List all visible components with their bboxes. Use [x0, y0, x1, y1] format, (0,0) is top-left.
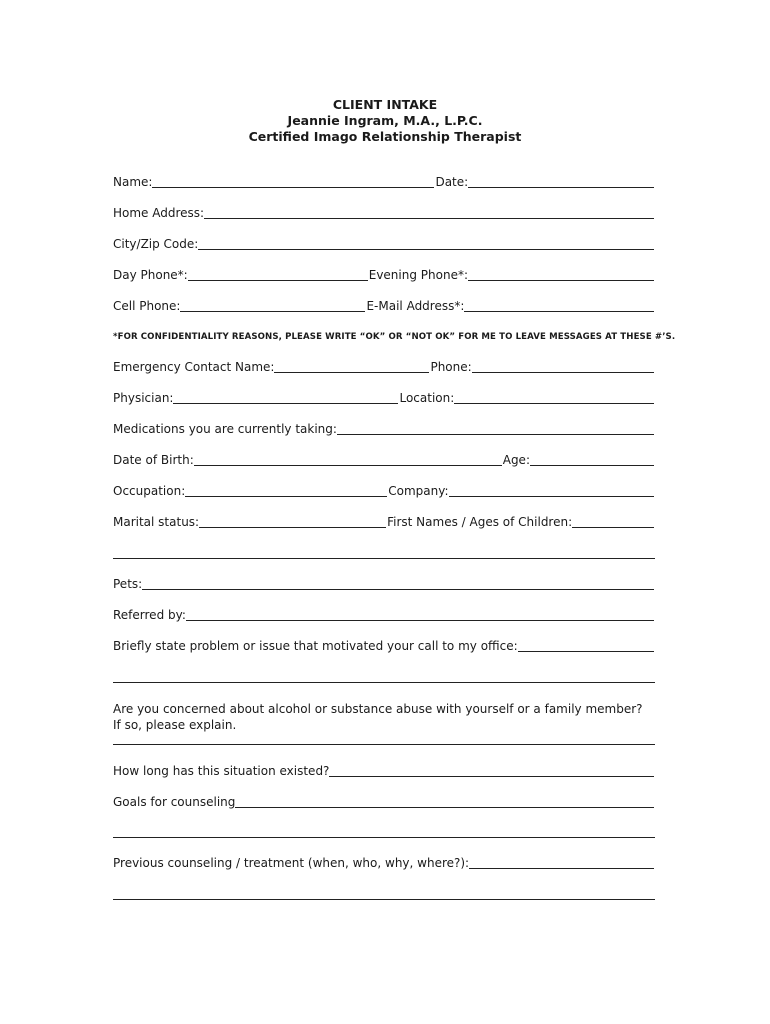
emergency-phone-field[interactable] — [472, 360, 654, 373]
substance-answer-line[interactable] — [113, 744, 655, 745]
occupation-field[interactable] — [185, 484, 387, 497]
age-field[interactable] — [530, 453, 654, 466]
medications-label: Medications you are currently taking: — [113, 422, 337, 436]
occupation-row — [113, 484, 655, 498]
goals-continuation-line[interactable] — [113, 837, 655, 838]
referred-row — [113, 608, 655, 622]
name-field[interactable] — [152, 175, 434, 188]
location-label: Location: — [399, 391, 455, 405]
form-header — [0, 97, 770, 145]
therapist-credential: Certified Imago Relationship Therapist — [248, 129, 522, 144]
name-label: Name: — [113, 175, 153, 189]
problem-continuation-line[interactable] — [113, 682, 655, 683]
cell-email-row — [113, 299, 655, 313]
children-label: First Names / Ages of Children: — [387, 515, 573, 529]
confidentiality-note: *FOR CONFIDENTIALITY REASONS, PLEASE WRITE “OK” OR “NOT OK” FOR ME TO LEAVE MESSAGES AT THESE #’S. — [113, 332, 676, 342]
goals-row — [113, 795, 655, 809]
marital-row — [113, 515, 655, 529]
substance-question-line1: Are you concerned about alcohol or substance abuse with yourself or a family member? — [113, 702, 643, 716]
previous-continuation-line[interactable] — [113, 899, 655, 900]
home-address-label: Home Address: — [113, 206, 205, 220]
phone-row — [113, 268, 655, 282]
cell-phone-field[interactable] — [180, 299, 365, 312]
emergency-contact-field[interactable] — [274, 360, 429, 373]
marital-status-label: Marital status: — [113, 515, 200, 529]
problem-row — [113, 639, 655, 653]
emergency-phone-label: Phone: — [430, 360, 472, 374]
city-zip-field[interactable] — [198, 237, 654, 250]
problem-field[interactable] — [518, 639, 654, 652]
email-label: E-Mail Address*: — [366, 299, 465, 313]
previous-counseling-label: Previous counseling / treatment (when, who, why, where?): — [113, 856, 470, 870]
home-address-row — [113, 206, 655, 220]
form-title: CLIENT INTAKE — [332, 97, 438, 112]
cell-phone-label: Cell Phone: — [113, 299, 181, 313]
location-field[interactable] — [454, 391, 654, 404]
goals-label: Goals for counseling — [113, 795, 236, 809]
pets-field[interactable] — [142, 577, 654, 590]
city-zip-label: City/Zip Code: — [113, 237, 199, 251]
age-label: Age: — [502, 453, 530, 467]
dob-label: Date of Birth: — [113, 453, 194, 467]
pets-row — [113, 577, 655, 591]
occupation-label: Occupation: — [113, 484, 186, 498]
pets-label: Pets: — [113, 577, 143, 591]
city-zip-row — [113, 237, 655, 251]
referred-by-field[interactable] — [186, 608, 654, 621]
therapist-name: Jeannie Ingram, M.A., L.P.C. — [287, 113, 483, 128]
medications-field[interactable] — [337, 422, 654, 435]
previous-row — [113, 856, 655, 870]
emergency-row — [113, 360, 655, 374]
day-phone-field[interactable] — [188, 268, 368, 281]
children-field[interactable] — [572, 515, 654, 528]
duration-field[interactable] — [329, 764, 654, 777]
substance-question — [113, 701, 673, 733]
marital-status-field[interactable] — [199, 515, 386, 528]
problem-label: Briefly state problem or issue that motivated your call to my office: — [113, 639, 518, 653]
date-field[interactable] — [468, 175, 654, 188]
duration-row — [113, 764, 655, 778]
substance-question-line2: If so, please explain. — [113, 718, 237, 732]
home-address-field[interactable] — [204, 206, 654, 219]
evening-phone-field[interactable] — [468, 268, 654, 281]
day-phone-label: Day Phone*: — [113, 268, 188, 282]
duration-label: How long has this situation existed? — [113, 764, 330, 778]
goals-field[interactable] — [235, 795, 654, 808]
referred-by-label: Referred by: — [113, 608, 186, 622]
dob-field[interactable] — [194, 453, 502, 466]
physician-field[interactable] — [173, 391, 398, 404]
medications-row — [113, 422, 655, 436]
previous-counseling-field[interactable] — [469, 856, 654, 869]
emergency-contact-label: Emergency Contact Name: — [113, 360, 275, 374]
email-field[interactable] — [464, 299, 654, 312]
evening-phone-label: Evening Phone*: — [368, 268, 468, 282]
date-label: Date: — [435, 175, 469, 189]
company-field[interactable] — [449, 484, 654, 497]
children-continuation-line[interactable] — [113, 558, 655, 559]
name-date-row — [113, 175, 655, 189]
dob-row — [113, 453, 655, 467]
company-label: Company: — [388, 484, 449, 498]
physician-label: Physician: — [113, 391, 174, 405]
physician-row — [113, 391, 655, 405]
